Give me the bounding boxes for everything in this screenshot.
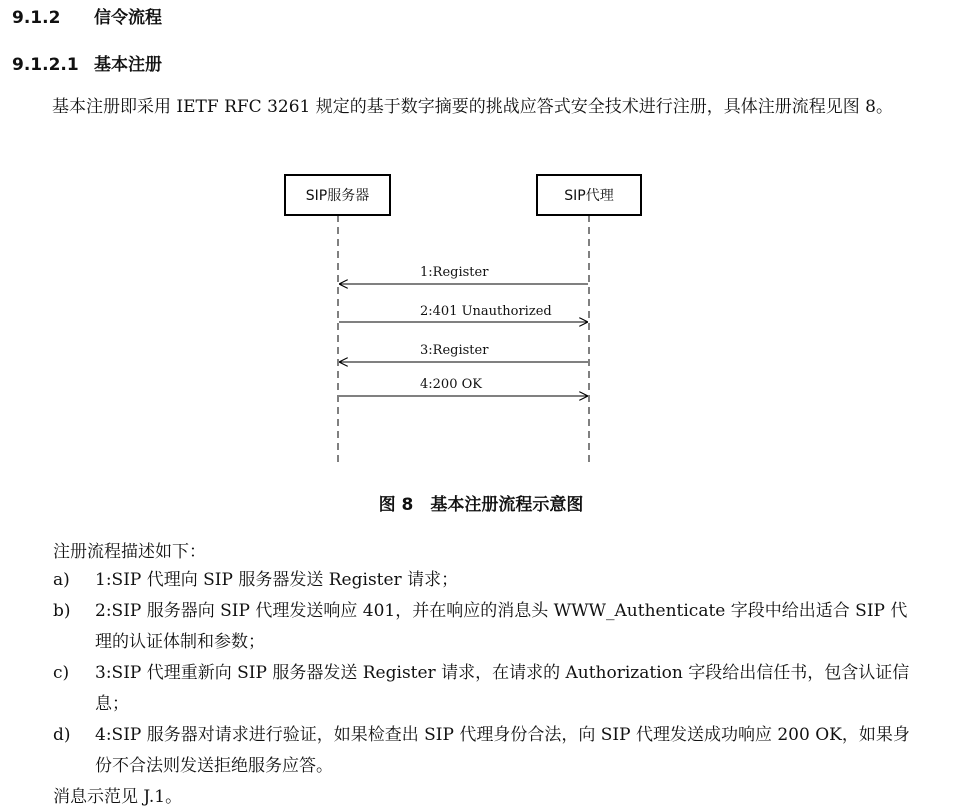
subsection-number: 9.1.2.1 [12,55,79,75]
subsection-title: 基本注册 [94,55,162,75]
step-label: c) [53,663,70,683]
sip-agent-box [536,174,642,216]
step-text: 3:SIP 代理重新向 SIP 服务器发送 Register 请求，在请求的 Authorization 字段给出信任书，包含认证信息； [95,663,910,714]
step-text: 1:SIP 代理向 SIP 服务器发送 Register 请求； [95,570,459,590]
step-item-c [53,658,917,720]
sip-server-box [284,174,391,216]
step-item-a [53,565,917,596]
section-number: 9.1.2 [12,8,61,28]
message-label-1: 1:Register [420,265,489,280]
footer-note: 消息示范见 J.1。 [53,787,183,807]
message-label-4: 4:200 OK [420,377,482,392]
figure-caption: 图 8 基本注册流程示意图 [378,495,584,515]
sip-agent-label: SIP代理 [564,188,614,204]
message-label-3: 3:Register [420,343,489,358]
step-item-d [53,720,917,782]
step-item-b [53,596,917,658]
step-text: 4:SIP 服务器对请求进行验证，如果检查出 SIP 代理身份合法，向 SIP 代理发送成功响应 200 OK，如果身份不合法则发送拒绝服务应答。 [95,725,910,776]
step-label: d) [53,725,71,745]
step-text: 2:SIP 服务器向 SIP 代理发送响应 401，并在响应的消息头 WWW_Authenticate 字段中给出适合 SIP 代理的认证体制和参数； [95,601,908,652]
step-label: b) [53,601,71,621]
description-intro: 注册流程描述如下： [53,542,206,562]
sip-server-label: SIP服务器 [305,188,370,204]
section-title: 信令流程 [94,8,162,28]
step-label: a) [53,570,70,590]
message-label-2: 2:401 Unauthorized [420,304,552,319]
intro-paragraph: 基本注册即采用 IETF RFC 3261 规定的基于数字摘要的挑战应答式安全技术进行注册，具体注册流程见图 8。 [52,97,893,117]
